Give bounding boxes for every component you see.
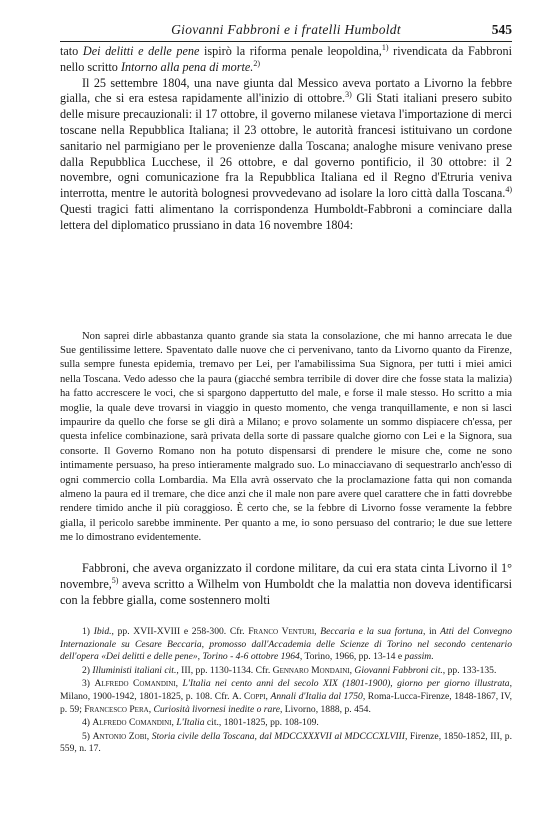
italic-title: Atti del Convegno Internazionale su Cesare Beccaria, promosso dall'Accademia delle Scienze di Torino nel secondo centenario dell'opera «Dei delitti e delle pene», Torino - 4-6 ottobre 1964 [60,626,513,663]
footnote-ref: 1) [381,42,389,52]
footnote-4 [60,717,512,730]
footnote-number: 4) [82,717,90,729]
text-run: , Firenze, 1850-1852, III, p. 559, n. 17. [60,730,512,755]
header-rule [60,41,512,42]
italic-title: Beccaria e la sua fortuna [320,626,423,637]
footnote-ref: 2) [253,58,260,68]
italic-title: Intorno alla pena di morte. [120,59,254,74]
text-run: Gli Stati italiani presero subito delle misure precauzionali: il 17 ottobre, il governo milanese vietava l'importazione di merci toscane nella Repubblica Italiana; il 23 ottobre, le autorità francesi istituivano un cordone sanitario nel parmigiano per le provenienze dalla Toscana; analoghe misure venivano prese dalla Repubblica Lucchese, il 26 ottobre, e dal governo pontificio, il 30 ottobre: il 2 novembre, ogni comunicazione fra la Repubblica Italiana ed il Regno d'Etruria veniva interrotta, mentre le autorità bolognesi provvedevano ad isolare la loro città dalla Toscana. [60,91,512,201]
text-run: , [314,626,321,637]
block-quote: Non saprei dirle abbastanza quanto grande sia stata la consolazione, che mi hanno arrecata le due Sue gentilissime lettere. Spaventato dalle nuove che ci pervenivano, tanto da Livorno quanto da Firenze, sulla sempre funesta epidemia, tremavo per Lei, per l'amabilissima Sua Signora, per tutti i miei amici nella Toscana. Vedo adesso che la paura (giacché sembra terribile di dover dire che fosse stata la malizia) ha fatto accrescere le voci, che si spargono dappertutto del male, e forse il male stesso. Ho scritto a mia moglie, la quale deve trovarsi in viaggio in questo momento, che venga tranquillamente, e non si lasci impaurire da quello che forse se gli dirà a Milano; e provo solamente un sommo dispiacere ch'essa, per questa infelice combinazione, sarà privata della sorte di passare qualche giorno con Lei e la Signora, sua consorte. Il Governo Romano non ha potuto dispensarsi di prendere le misure che, come ne sono intimamente persuaso, ha preso intieramente malgrado suo. Lo minacciavano di sequestrarlo anch'esso di ogni commercio colla Lombardia. Ma Ella avrà osservato che la proclamazione fatta qui non comanda almeno la paura ed il tremare, che dice anzi che il male non pare avere quel carattere che in fatti dovrebbe rendere timido anche il più coraggioso. È certo che, se la febbre di Livorno fosse veramente la febbre gialla, il pericolo sarebbe imminente. Per quanto a me, io sono persuaso del contrario; le due sue lettere me lo dimostrano evidentemente. [60,330,512,544]
page-number: 545 [491,22,512,37]
footnote-2 [60,665,512,678]
author-name: Alfredo Comandini [92,717,172,729]
italic-title: Curiosità livornesi inedite o rare [153,703,280,715]
text-run: , pp. 133-135. [442,664,497,676]
text-run: , [148,703,154,715]
italic-title: Annali d'Italia dal 1750 [270,690,363,702]
author-name: A. Coppi [232,690,266,702]
footnotes [60,626,512,757]
text-run: , [146,730,152,742]
text-run: , [349,664,355,676]
paragraph-2 [60,76,512,234]
italic-title: Illuministi italiani cit. [92,664,177,676]
footnote-ref: 5) [111,575,119,585]
footnote-5 [60,731,512,756]
text-run: , [265,690,271,702]
text-run: , pp. XVII-XVIII e 258-300. Cfr. [111,626,249,637]
text-run: , Roma-Lucca-Firenze, 1848-1867, IV, p. 59; [60,690,513,715]
footnote-number: 3) [82,678,90,690]
author-name: Antonio Zobi [92,730,147,742]
text-run: rivendicata da Fabbroni nello scritto [60,44,512,74]
body-text [60,44,512,234]
footnote-number: 2) [82,664,90,676]
text-run: , in [422,626,441,637]
text-run: Ibid. [93,626,112,637]
text-run: . [431,651,434,663]
author-name: Franco Venturi [248,626,315,637]
text-run: ispirò la riforma penale leopoldina, [199,44,382,58]
paragraph-3 [60,561,512,608]
footnote-ref: 3) [345,90,352,100]
text-run: aveva scritto a Wilhelm von Humboldt che la malattia non doveva identificarsi con la febbre gialla, come sostennero molti [60,576,512,607]
author-name: Alfredo Comandini [94,678,176,690]
italic-title: L'Italia nei cento anni del secolo XIX (1801-1900), giorno per giorno illustrata [182,678,510,690]
running-title: Giovanni Fabbroni e i fratelli Humboldt [171,22,401,37]
text-run: , Livorno, 1888, p. 454. [279,703,371,715]
italic-title: L'Italia [176,717,205,729]
text-run: , III, pp. 1130-1134. Cfr. [176,664,273,676]
author-name: Francesco Pera [84,703,149,715]
text-run: Fabbroni, che aveva organizzato il cordone militare, da cui era stata cinta Livorno il 1° novembre, [60,561,512,591]
footnote-number: 1) [82,626,90,637]
text-run: , Torino, 1966, pp. 13-14 e [299,651,405,663]
footnote-number: 5) [82,730,90,742]
text-run: Il 25 settembre 1804, una nave giunta dal Messico aveva portato a Livorno la febbre gialla, che si era estesa rapidamente all'inizio di ottobre. [60,75,512,106]
footnote-ref: 4) [505,185,512,195]
footnote-1 [60,626,512,664]
text-run: Questi tragici fatti alimentano la corrispondenza Humboldt-Fabbroni a cominciare dalla lettera del diplomatico prussiano in data 16 novembre 1804: [60,201,512,232]
paragraph-1 [60,44,512,76]
italic-title: Giovanni Fabbroni cit. [354,664,443,676]
page-header [60,22,512,38]
text-run: cit., 1801-1825, pp. 108-109. [204,717,319,729]
italic-title: Storia civile della Toscana, dal MDCCXXXVII al MDCCCXLVIII [151,730,405,742]
italic-word: passim [404,651,432,663]
italic-title: Dei delitti e delle pene [82,44,200,58]
text-run: , [171,717,177,729]
author-name: Gennaro Mondaini [272,664,350,676]
text-run: , [175,678,183,690]
footnote-3 [60,678,512,716]
text-run: tato [60,44,83,58]
text-run: , Milano, 1900-1942, 1801-1825, p. 108. Cfr. [60,678,512,702]
